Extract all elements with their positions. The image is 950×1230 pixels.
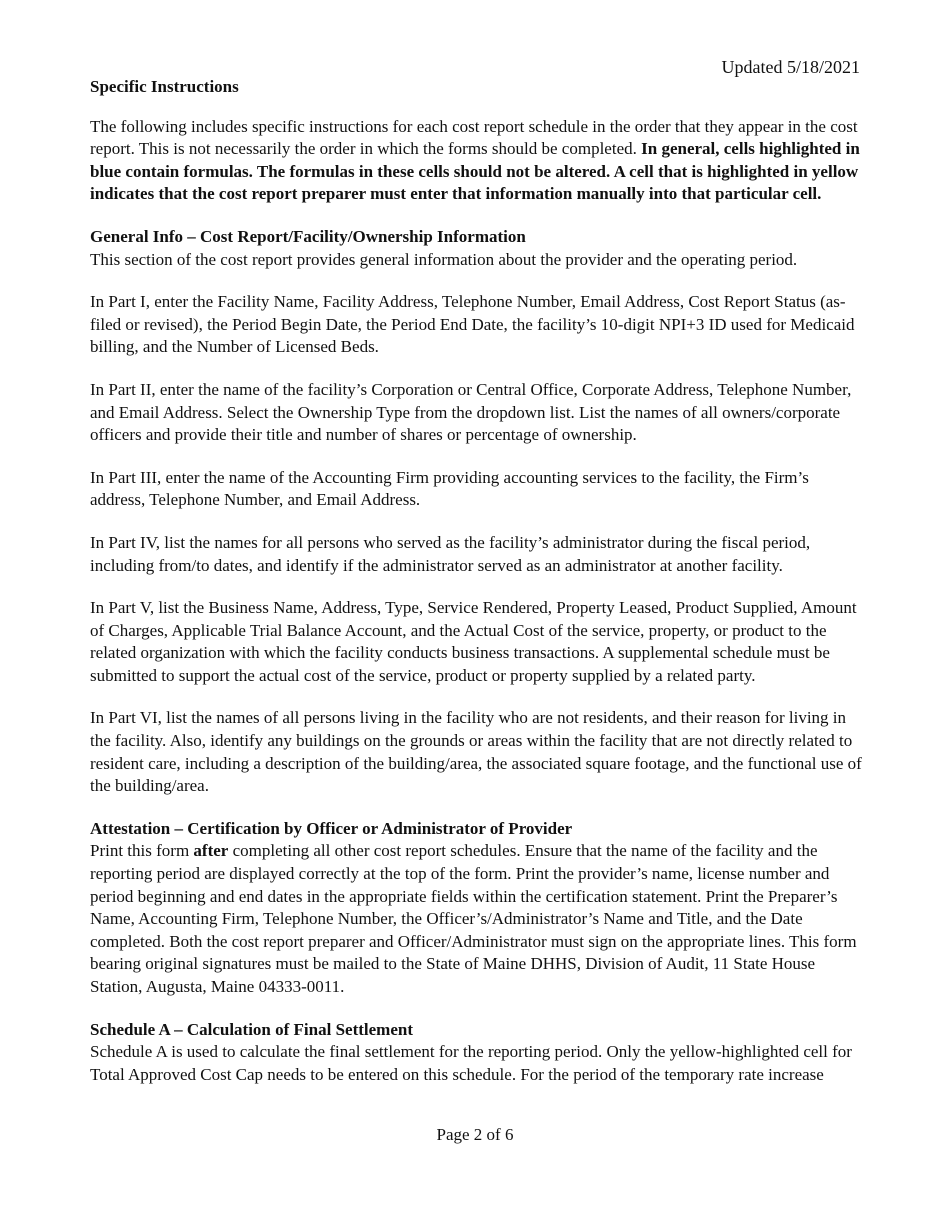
- general-info-intro: This section of the cost report provides general information about the provider and the operating period.: [90, 249, 798, 269]
- part-3-paragraph: In Part III, enter the name of the Accounting Firm providing accounting services to the facility, the Firm’s address, Telephone Number, and Email Address.: [90, 467, 809, 510]
- document-body: [90, 76, 865, 1086]
- intro-paragraph: [90, 116, 865, 206]
- attestation-bold-after: after: [193, 841, 229, 861]
- part-4-paragraph: In Part IV, list the names for all persons who served as the facility’s administrator during the fiscal period, including from/to dates, and identify if the administrator served as an administrator at another facility.: [90, 532, 811, 575]
- intro-bold-text: In general, cells highlighted in blue contain formulas. The formulas in these cells should not be altered. A cell that is highlighted in yellow indicates that the cost report preparer must enter that information manually into that particular cell.: [90, 139, 860, 204]
- part-1-paragraph: In Part I, enter the Facility Name, Facility Address, Telephone Number, Email Address, Cost Report Status (as-filed or revised), the Period Begin Date, the Period End Date, the facility’s 10-digit NPI+3 ID used for Medicaid billing, and the Number of Licensed Beds.: [90, 292, 855, 357]
- attestation-text-start: Print this form: [90, 841, 194, 861]
- page-number: Page 2 of 6: [436, 1125, 514, 1144]
- schedule-a-heading: Schedule A – Calculation of Final Settlement: [90, 1019, 413, 1039]
- general-info-heading: General Info – Cost Report/Facility/Ownership Information: [90, 226, 526, 246]
- schedule-a-paragraph: Schedule A is used to calculate the final settlement for the reporting period. Only the yellow-highlighted cell for Total Approved Cost Cap needs to be entered on this schedule. For the period of the temporary rate increase: [90, 1042, 852, 1084]
- updated-date: Updated 5/18/2021: [721, 57, 860, 77]
- part-6-paragraph: In Part VI, list the names of all persons living in the facility who are not residents, and their reason for living in the facility. Also, identify any buildings on the grounds or areas within the facility that are not directly related to resident care, including a description of the building/area, the associated square footage, and the functional use of the building/area.: [90, 708, 862, 796]
- attestation-text-rest: completing all other cost report schedules. Ensure that the name of the facility and the reporting period are displayed correctly at the top of the form. Print the provider’s name, license number and period beginning and end dates in the appropriate fields within the certification statement. Print the Preparer’s Name, Accounting Firm, Telephone Number, the Officer’s/Administrator’s Name and Title, and the Date completed. Both the cost report preparer and Officer/Administrator must sign on the appropriate lines. This form bearing original signatures must be mailed to the State of Maine DHHS, Division of Audit, 11 State House Station, Augusta, Maine 04333-0011.: [90, 841, 857, 996]
- attestation-paragraph: [90, 840, 865, 998]
- page-title: Specific Instructions: [90, 77, 239, 96]
- part-2-paragraph: In Part II, enter the name of the facility’s Corporation or Central Office, Corporate Address, Telephone Number, and Email Address. Select the Ownership Type from the dropdown list. List the names of all owners/corporate officers and provide their title and number of shares or percentage of ownership.: [90, 379, 852, 445]
- intro-text: The following includes specific instructions for each cost report schedule in the order that they appear in the cost report. This is not necessarily the order in which the forms should be completed.: [90, 116, 858, 159]
- attestation-heading: Attestation – Certification by Officer or Administrator of Provider: [90, 818, 573, 838]
- part-5-paragraph: In Part V, list the Business Name, Address, Type, Service Rendered, Property Leased, Product Supplied, Amount of Charges, Applicable Trial Balance Account, and the Actual Cost of the service, property, or product to the related organization with which the facility conducts business transactions. A supplemental schedule must be submitted to support the actual cost of the service, product or property supplied by a related party.: [90, 598, 857, 685]
